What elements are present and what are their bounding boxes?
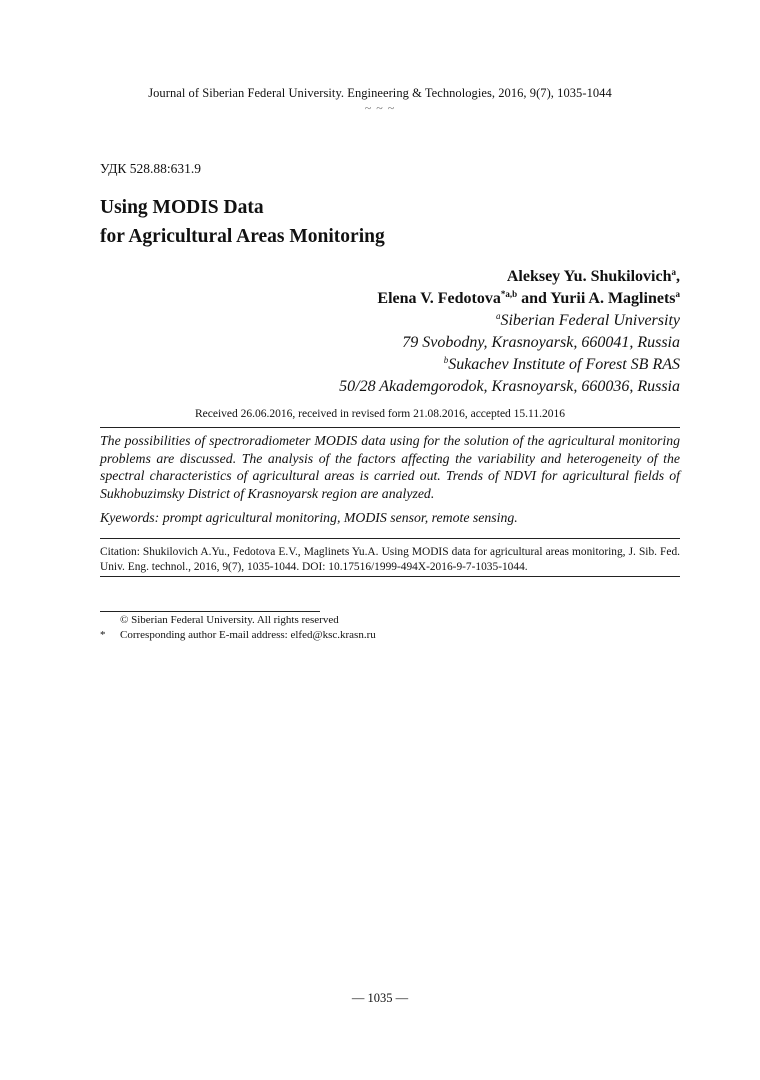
- affiliation-marker: b: [443, 355, 449, 365]
- author-block: [339, 266, 680, 398]
- copyright-footnote: © Siberian Federal University. All rights reserved: [120, 614, 339, 626]
- author-connector: and: [517, 290, 551, 307]
- divider: [100, 538, 680, 539]
- affiliation-name: Sukachev Institute of Forest SB RAS: [448, 356, 680, 373]
- author-name: Elena V. Fedotova: [377, 290, 501, 307]
- affiliation-marker: a: [675, 289, 680, 299]
- affiliation-name: Siberian Federal University: [500, 312, 680, 329]
- journal-header: Journal of Siberian Federal University. Engineering & Technologies, 2016, 9(7), 1035-1044: [148, 86, 612, 100]
- header-ornament: ~ ~ ~: [364, 101, 396, 115]
- punctuation: ,: [676, 268, 680, 285]
- author-line-1: [339, 266, 680, 288]
- affiliation-marker: *a,b: [500, 289, 518, 299]
- footnote-star: *: [100, 629, 106, 641]
- citation: Citation: Shukilovich A.Yu., Fedotova E.V., Maglinets Yu.A. Using MODIS data for agricultural areas monitoring, J. Sib. Fed. Univ. Eng. technol., 2016, 9(7), 1035-1044. DOI: 10.17516/1999-494X-2016-9-7-1035-1044.: [100, 546, 680, 573]
- author-line-2: [339, 288, 680, 310]
- author-name: Yurii A. Maglinets: [550, 290, 676, 307]
- divider: [100, 427, 680, 428]
- paper-title-line1: Using MODIS Data: [100, 197, 264, 218]
- affiliation-a-name: [339, 310, 680, 332]
- affiliation-a-address: 79 Svobodny, Krasnoyarsk, 660041, Russia: [402, 334, 680, 351]
- author-name: Aleksey Yu. Shukilovich: [506, 268, 672, 285]
- abstract: The possibilities of spectroradiometer MODIS data using for the solution of the agricultural monitoring problems are discussed. The analysis of the factors affecting the variability and heterogeneity of the spectral characteristics of agricultural areas is carried out. Trends of NDVI for agricultural fields of Sukhobuzimsky District of Krasnoyarsk region are analyzed.: [100, 433, 680, 501]
- page-number: — 1035 —: [351, 991, 409, 1005]
- corresponding-author-footnote: Corresponding author E-mail address: elfed@ksc.krasn.ru: [120, 629, 376, 641]
- divider: [100, 576, 680, 577]
- affiliation-marker: a: [495, 311, 501, 321]
- affiliation-b-address: 50/28 Akademgorodok, Krasnoyarsk, 660036, Russia: [339, 378, 680, 395]
- udk-code: УДК 528.88:631.9: [100, 161, 202, 176]
- received-dates: Received 26.06.2016, received in revised form 21.08.2016, accepted 15.11.2016: [194, 408, 566, 420]
- footnote-divider: [100, 611, 320, 612]
- paper-title-line2: for Agricultural Areas Monitoring: [100, 226, 385, 247]
- affiliation-marker: a: [671, 267, 676, 277]
- keywords: Kyewords: prompt agricultural monitoring, MODIS sensor, remote sensing.: [100, 510, 518, 525]
- affiliation-b-name: [339, 354, 680, 376]
